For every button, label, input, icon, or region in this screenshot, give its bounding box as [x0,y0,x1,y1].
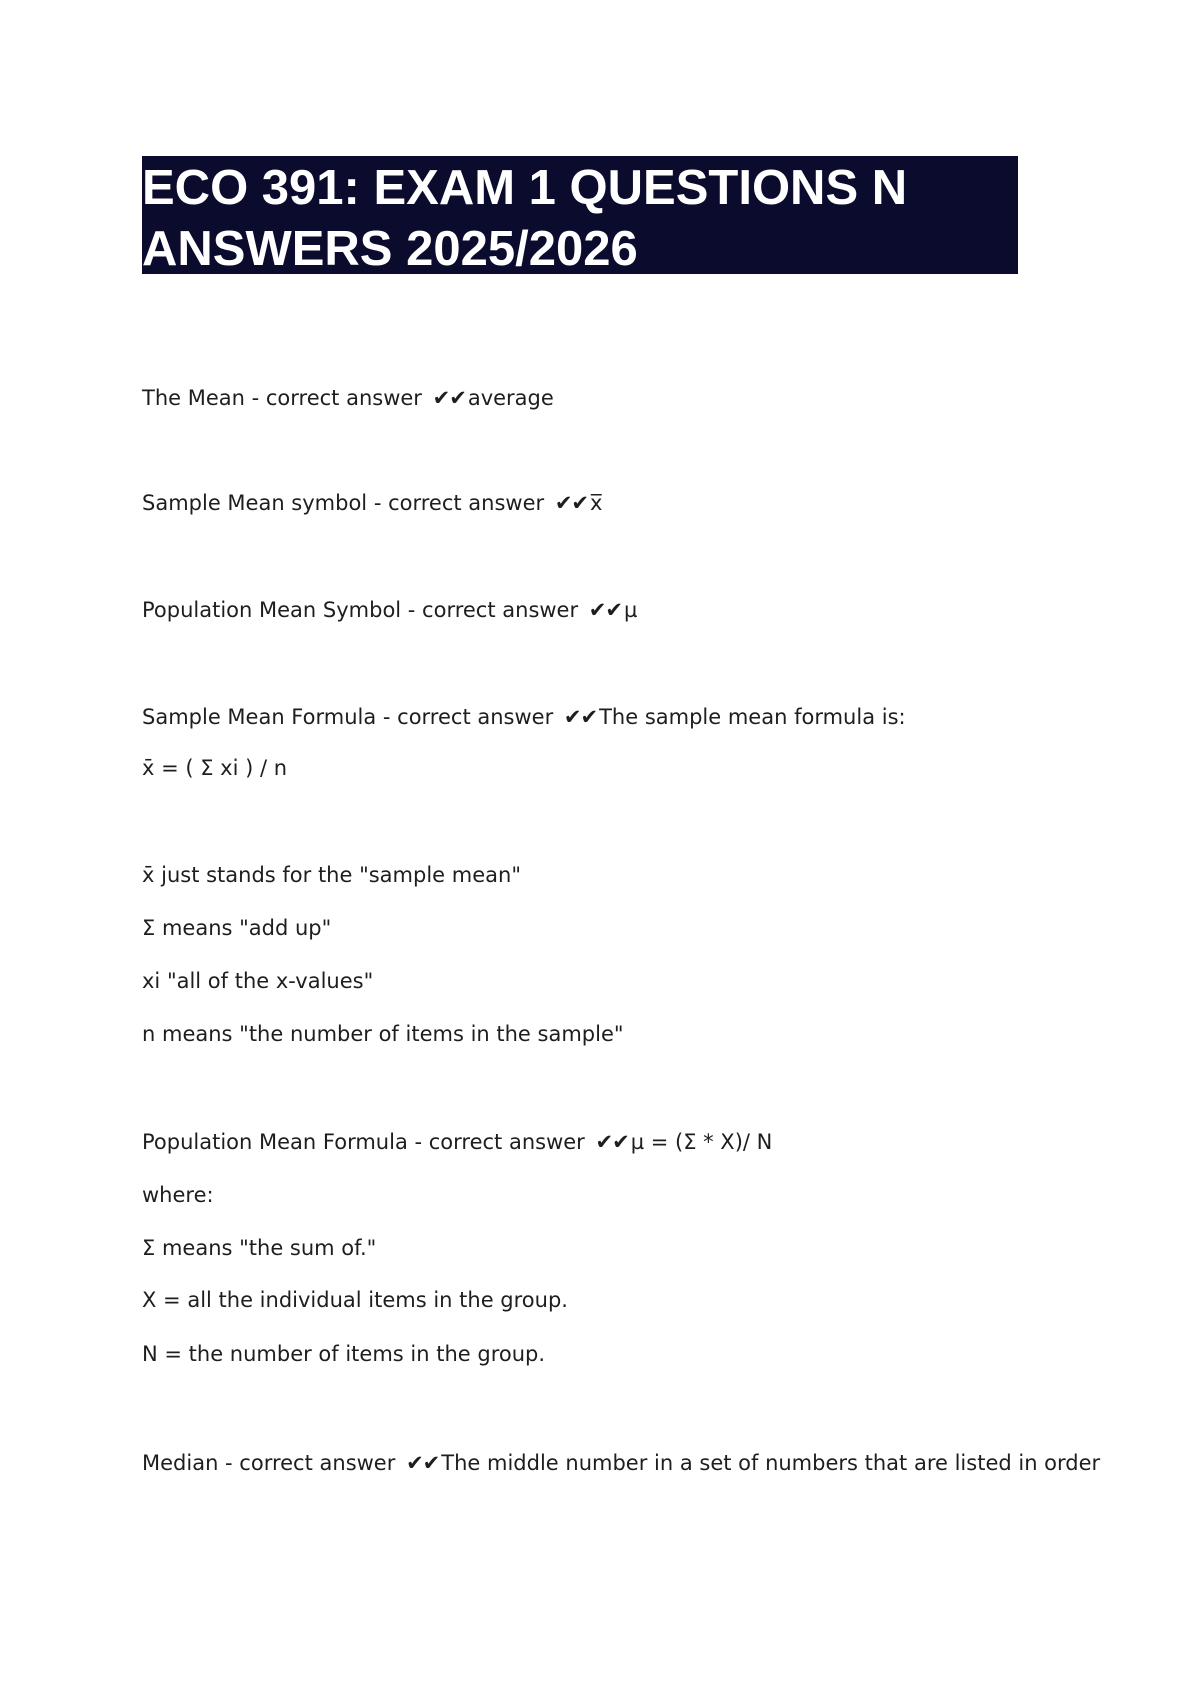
qa-entry-population-mean-formula [142,1129,772,1155]
definition-line: N = the number of items in the group. [142,1342,546,1366]
definition-line: Σ means "add up" [142,916,332,940]
question-text: Median - correct answer [142,1451,396,1475]
qa-entry-mean [142,385,554,411]
answer-text: The sample mean formula is: [599,705,906,729]
question-text: Population Mean Symbol - correct answer [142,598,579,622]
definition-line: x̄ just stands for the "sample mean" [142,863,521,887]
double-check-icon: ✔✔ [588,598,622,622]
title-line-2: ANSWERS 2025/2026 [142,222,638,276]
document-title [142,158,1018,280]
definition-line: Σ means "the sum of." [142,1236,377,1260]
qa-entry-sample-mean-formula [142,704,906,730]
title-banner [142,156,1018,274]
answer-text: average [467,386,554,410]
definition-line: X = all the individual items in the group. [142,1288,568,1312]
definition-line: xi "all of the x-values" [142,969,374,993]
formula-line: x̄ = ( Σ xi ) / n [142,756,288,780]
double-check-icon: ✔✔ [432,386,466,410]
answer-text: x̅ [590,491,603,515]
answer-text: The middle number in a set of numbers that are listed in order [441,1451,1101,1475]
double-check-icon: ✔✔ [563,705,598,729]
definition-line: n means "the number of items in the sample" [142,1022,624,1046]
qa-entry-sample-mean-symbol [142,490,602,516]
question-text: Population Mean Formula - correct answer [142,1130,585,1154]
answer-text: µ = (Σ * X)/ N [630,1130,773,1154]
answer-text: µ [624,598,638,622]
question-text: Sample Mean symbol - correct answer [142,491,545,515]
title-line-1: ECO 391: EXAM 1 QUESTIONS N [142,161,908,215]
where-line: where: [142,1183,214,1207]
question-text: The Mean - correct answer [142,386,422,410]
qa-entry-population-mean-symbol [142,597,637,623]
question-text: Sample Mean Formula - correct answer [142,705,554,729]
qa-entry-median [142,1450,1100,1476]
double-check-icon: ✔✔ [406,1451,440,1475]
double-check-icon: ✔✔ [595,1130,629,1154]
double-check-icon: ✔✔ [554,491,589,515]
